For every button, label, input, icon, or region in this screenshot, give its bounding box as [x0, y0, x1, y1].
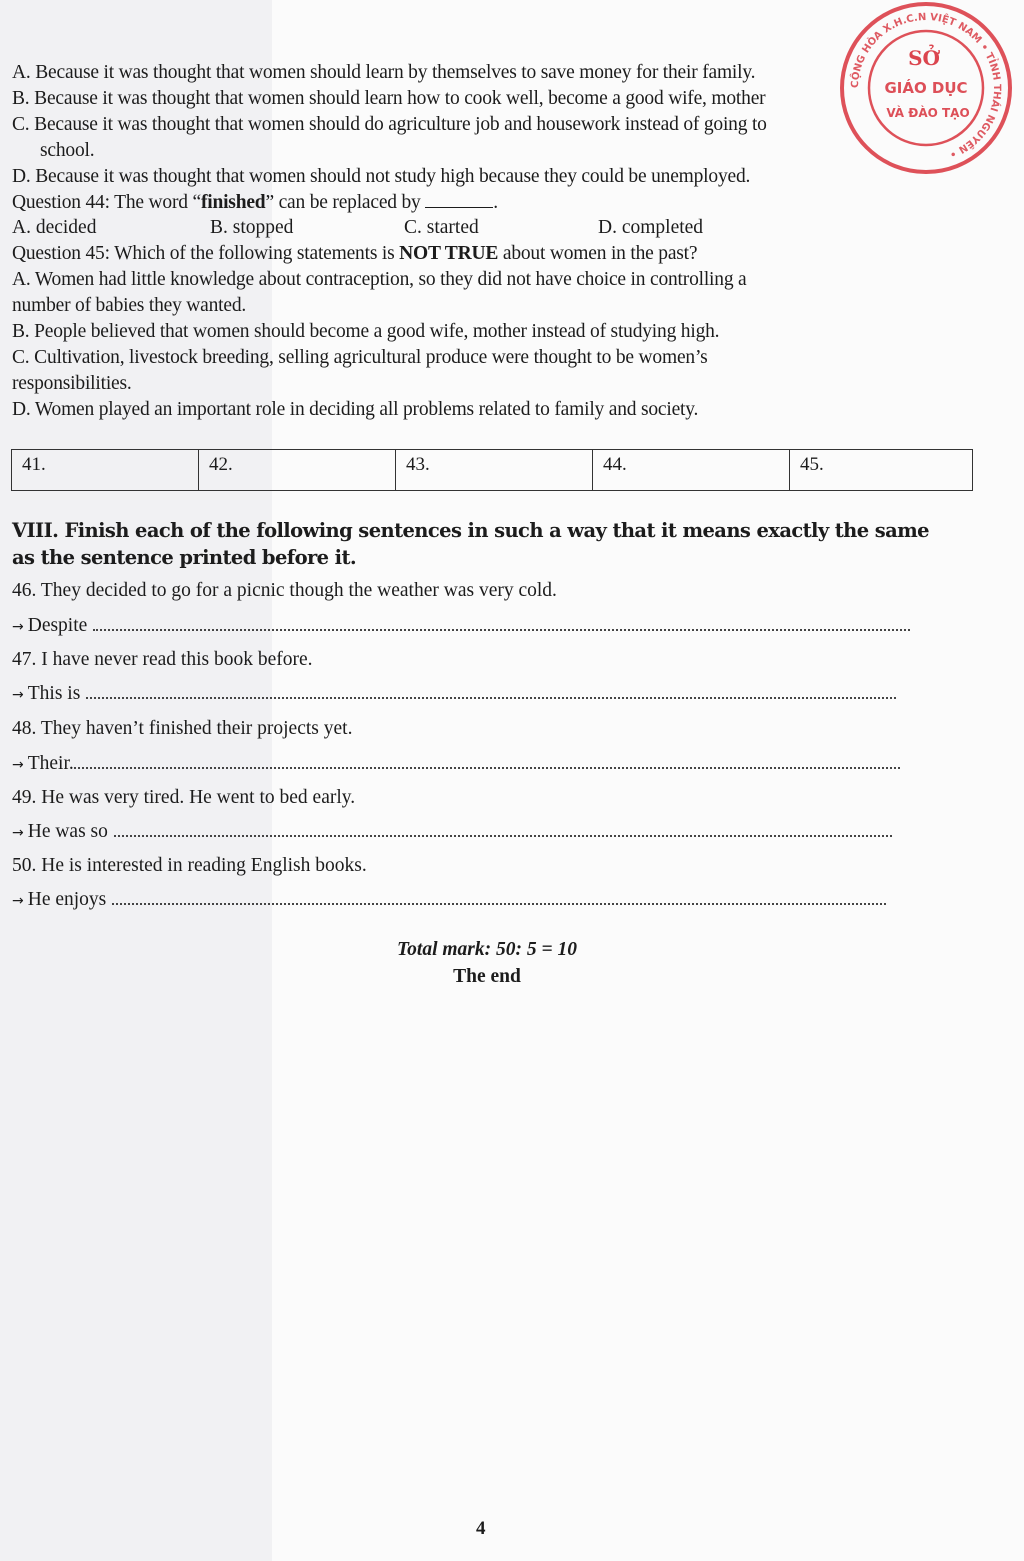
- rewrite-question-48: 48. They haven’t finished their projects yet.: [12, 718, 353, 739]
- q44-prefix: Question 44: The word “: [12, 192, 201, 213]
- rewrite-answer-47[interactable]: [12, 681, 896, 708]
- arrow-icon: →: [12, 825, 24, 841]
- q44-word: finished: [200, 192, 266, 213]
- total-mark: Total mark: 50: 5 = 10: [397, 939, 577, 960]
- arrow-icon: →: [12, 893, 24, 909]
- answer-line-46[interactable]: [93, 615, 910, 631]
- answer-cell-41[interactable]: 41.: [12, 450, 199, 491]
- answer-line-48[interactable]: [74, 753, 900, 769]
- answer-line-50[interactable]: [112, 889, 886, 905]
- q45-suffix: about women in the past?: [498, 243, 698, 264]
- answer-line-49[interactable]: [114, 821, 892, 837]
- q45-option-d: D. Women played an important role in deciding all problems related to family and society.: [12, 399, 699, 420]
- rewrite-question-46: 46. They decided to go for a picnic though the weather was very cold.: [12, 580, 557, 601]
- page-number: 4: [476, 1518, 486, 1539]
- q43-option-d: D. Because it was thought that women should not study high because they could be unemployed.: [12, 166, 751, 187]
- answer-line-47[interactable]: [86, 683, 896, 699]
- q43-option-c-cont: school.: [40, 140, 95, 161]
- rewrite-answer-49[interactable]: [12, 819, 892, 846]
- official-stamp-icon: [838, 0, 1014, 176]
- section-viii-heading: VIII. Finish each of the following sentences in such a way that it means exactly the same as the sentence printed before it.: [12, 519, 929, 569]
- q44-stem: [12, 189, 498, 216]
- q45-emphasis: NOT TRUE: [399, 243, 499, 264]
- arrow-icon: →: [12, 687, 24, 703]
- answer-start-48: Their.: [27, 753, 74, 774]
- q44-option-a: A. decided: [12, 217, 97, 238]
- arrow-icon: →: [12, 619, 24, 635]
- answer-start-49: He was so: [27, 821, 108, 842]
- answer-cell-43[interactable]: 43.: [396, 450, 593, 491]
- rewrite-question-47: 47. I have never read this book before.: [12, 649, 313, 670]
- stamp-ring-text: CỘNG HÒA X.H.C.N VIỆT NAM • TỈNH THÁI NGUYÊN •: [849, 11, 1003, 160]
- q45-option-c: C. Cultivation, livestock breeding, selling agricultural produce were thought to be women’s: [12, 347, 708, 368]
- q44-option-d: D. completed: [598, 217, 704, 238]
- answer-table: [11, 449, 973, 491]
- q45-option-b: B. People believed that women should become a good wife, mother instead of studying high.: [12, 321, 720, 342]
- answer-start-50: He enjoys: [27, 889, 107, 910]
- q45-prefix: Question 45: Which of the following statements is: [12, 243, 400, 264]
- q44-blank: [425, 189, 493, 208]
- rewrite-question-49: 49. He was very tired. He went to bed early.: [12, 787, 356, 808]
- answer-start-47: This is: [27, 683, 81, 704]
- answer-cell-42[interactable]: 42.: [199, 450, 396, 491]
- answer-row: [12, 450, 973, 491]
- rewrite-question-50: 50. He is interested in reading English books.: [12, 855, 367, 876]
- q43-option-b: B. Because it was thought that women should learn how to cook well, become a good wife, mother: [12, 88, 766, 109]
- answer-cell-45[interactable]: 45.: [790, 450, 973, 491]
- q45-option-c-cont: responsibilities.: [12, 373, 132, 394]
- q45-option-a-cont: number of babies they wanted.: [12, 295, 247, 316]
- q45-stem: [12, 241, 697, 267]
- answer-start-46: Despite: [27, 615, 88, 636]
- stamp-line-3: VÀ ĐÀO TẠO: [886, 106, 970, 120]
- q44-end: .: [493, 192, 498, 213]
- rewrite-answer-50[interactable]: [12, 887, 886, 914]
- q44-option-c: C. started: [404, 217, 479, 238]
- rewrite-answer-46[interactable]: [12, 613, 910, 640]
- q45-option-a: A. Women had little knowledge about contraception, so they did not have choice in controlling a: [12, 269, 747, 290]
- stamp-line-1: SỞ: [908, 46, 940, 70]
- q44-option-b: B. stopped: [210, 217, 294, 238]
- the-end: The end: [453, 966, 521, 987]
- stamp-line-2: GIÁO DỤC: [884, 79, 968, 97]
- answer-cell-44[interactable]: 44.: [593, 450, 790, 491]
- arrow-icon: →: [12, 757, 24, 773]
- rewrite-answer-48[interactable]: [12, 751, 900, 778]
- q44-suffix: ” can be replaced by: [265, 192, 421, 213]
- q43-option-a: A. Because it was thought that women should learn by themselves to save money for their family.: [12, 62, 756, 83]
- q43-option-c: C. Because it was thought that women should do agriculture job and housework instead of going to: [12, 114, 767, 135]
